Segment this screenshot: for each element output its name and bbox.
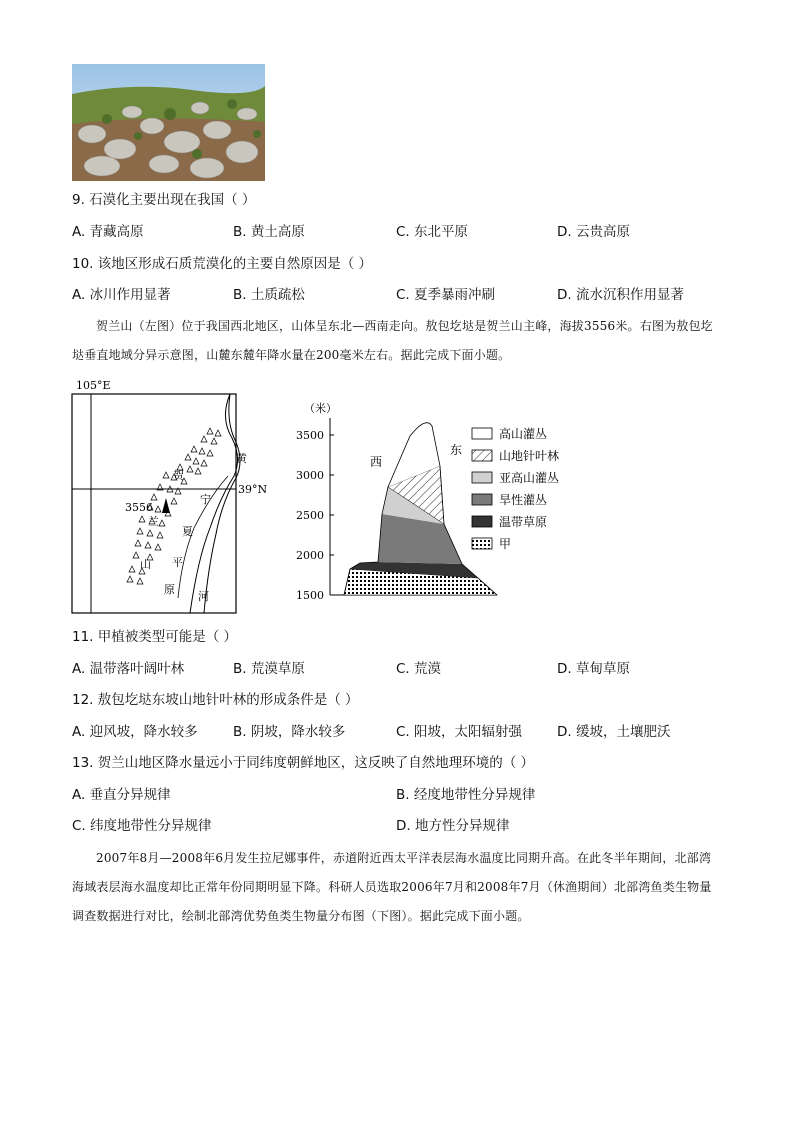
- y-axis-unit: （米）: [304, 402, 337, 415]
- mountain-symbol: [147, 530, 153, 536]
- mountain-symbol: [199, 448, 205, 454]
- svg-text:夏: 夏: [182, 525, 193, 538]
- mountain-symbol: [211, 438, 217, 444]
- mountain-symbol: [163, 472, 169, 478]
- q9-option-c[interactable]: C. 东北平原: [396, 224, 469, 240]
- svg-text:黄: 黄: [236, 452, 247, 465]
- mountain-symbol: [191, 446, 197, 452]
- mountain-symbol: [215, 430, 221, 436]
- svg-text:原: 原: [164, 583, 175, 596]
- svg-text:兰: 兰: [148, 515, 159, 528]
- vertical-zonation-diagram: [292, 396, 612, 606]
- legend-label: 旱性灌丛: [499, 493, 548, 507]
- legend-label: 山地针叶林: [499, 449, 560, 463]
- question-9-stem: 9. 石漠化主要出现在我国（ ）: [72, 192, 256, 208]
- mountain-symbol: [171, 498, 177, 504]
- mountain-symbol: [157, 532, 163, 538]
- map-longitude-label: 105°E: [76, 379, 111, 392]
- legend-swatch: [472, 428, 492, 439]
- q13-option-d[interactable]: D. 地方性分异规律: [396, 818, 510, 834]
- svg-text:平: 平: [172, 556, 183, 569]
- helan-mountain-map: [70, 378, 296, 618]
- y-tick-label: 2000: [296, 549, 324, 562]
- mountain-symbol: [135, 540, 141, 546]
- legend-label: 亚高山灌丛: [499, 471, 560, 485]
- mountain-symbol: [127, 576, 133, 582]
- legend-swatch: [472, 494, 492, 505]
- y-tick-label: 1500: [296, 589, 324, 602]
- mountain-symbol: [137, 578, 143, 584]
- mountain-symbol: [185, 454, 191, 460]
- mountain-symbol: [145, 542, 151, 548]
- legend-label: 温带草原: [499, 515, 548, 529]
- mountain-symbol: [155, 544, 161, 550]
- svg-text:河: 河: [198, 590, 209, 603]
- mountain-symbol: [151, 494, 157, 500]
- q13-option-b[interactable]: B. 经度地带性分异规律: [396, 787, 536, 803]
- legend-label: 高山灌丛: [499, 427, 548, 441]
- mountain-symbol: [201, 460, 207, 466]
- q10-option-c[interactable]: C. 夏季暴雨冲刷: [396, 287, 496, 303]
- map-elevation-label: 3556: [125, 501, 153, 514]
- q9-option-a[interactable]: A. 青藏高原: [72, 224, 144, 240]
- mountain-symbol: [193, 458, 199, 464]
- mountain-symbol: [133, 552, 139, 558]
- legend-swatch: [472, 450, 492, 461]
- svg-text:宁: 宁: [200, 493, 211, 506]
- y-tick-label: 3500: [296, 429, 324, 442]
- question-10-stem: 10. 该地区形成石质荒漠化的主要自然原因是（ ）: [72, 256, 373, 272]
- q10-option-d[interactable]: D. 流水沉积作用显著: [557, 287, 684, 303]
- q12-option-a[interactable]: A. 迎风坡，降水较多: [72, 724, 198, 740]
- mountain-symbol: [137, 528, 143, 534]
- q11-option-c[interactable]: C. 荒漠: [396, 661, 442, 677]
- y-tick-label: 3000: [296, 469, 324, 482]
- map-latitude-label: 39°N: [238, 483, 268, 496]
- west-label: 西: [370, 455, 383, 469]
- q9-option-b[interactable]: B. 黄土高原: [233, 224, 305, 240]
- q11-option-a[interactable]: A. 温带落叶阔叶林: [72, 661, 185, 677]
- q10-option-a[interactable]: A. 冰川作用显著: [72, 287, 171, 303]
- q11-option-b[interactable]: B. 荒漠草原: [233, 661, 305, 677]
- legend-label: 甲: [499, 537, 512, 551]
- mountain-symbol: [187, 466, 193, 472]
- q9-option-d[interactable]: D. 云贵高原: [557, 224, 630, 240]
- mountain-symbol: [207, 428, 213, 434]
- passage-helan-mountain: 贺兰山（左图）位于我国西北地区，山体呈东北—西南走向。敖包圪垯是贺兰山主峰，海拔3556米。右图为敖包圪垯垂直地域分异示意图，山麓东麓年降水量在200毫米左右。据此完成下面小题。: [72, 319, 713, 362]
- legend-swatch: [472, 516, 492, 527]
- mountain-symbol: [159, 520, 165, 526]
- q13-option-c[interactable]: C. 纬度地带性分异规律: [72, 818, 212, 834]
- q13-option-a[interactable]: A. 垂直分异规律: [72, 787, 171, 803]
- question-13-stem: 13. 贺兰山地区降水量远小于同纬度朝鲜地区，这反映了自然地理环境的（ ）: [72, 755, 535, 771]
- mountain-symbol: [155, 506, 161, 512]
- q10-option-b[interactable]: B. 土质疏松: [233, 287, 305, 303]
- q12-option-c[interactable]: C. 阳坡，太阳辐射强: [396, 724, 523, 740]
- q11-option-d[interactable]: D. 草甸草原: [557, 661, 630, 677]
- mountain-symbol: [195, 468, 201, 474]
- east-label: 东: [450, 443, 463, 457]
- svg-text:贺: 贺: [173, 469, 184, 482]
- mountain-symbol: [207, 450, 213, 456]
- mountain-symbol: [129, 566, 135, 572]
- y-tick-label: 2500: [296, 509, 324, 522]
- passage-la-nina: 2007年8月—2008年6月发生拉尼娜事件，赤道附近西太平洋表层海水温度比同期升高。在此冬半年期间，北部湾海域表层海水温度却比正常年份同期明显下降。科研人员选取2006年7月和2008年7月（休渔期间）北部湾鱼类生物量调查数据进行对比，绘制北部湾优势鱼类生物量分布图（下图）。据此完成下面小题。: [72, 851, 712, 923]
- question-12-stem: 12. 敖包圪垯东坡山地针叶林的形成条件是（ ）: [72, 692, 359, 708]
- mountain-symbol: [201, 436, 207, 442]
- svg-text:山: 山: [140, 558, 151, 571]
- question-11-stem: 11. 甲植被类型可能是（ ）: [72, 629, 238, 645]
- legend-swatch: [472, 472, 492, 483]
- legend-swatch: [472, 538, 492, 549]
- mountain-symbol: [139, 516, 145, 522]
- rocky-desertification-photo: [72, 64, 265, 181]
- q12-option-d[interactable]: D. 缓坡，土壤肥沃: [557, 724, 671, 740]
- q12-option-b[interactable]: B. 阴坡，降水较多: [233, 724, 346, 740]
